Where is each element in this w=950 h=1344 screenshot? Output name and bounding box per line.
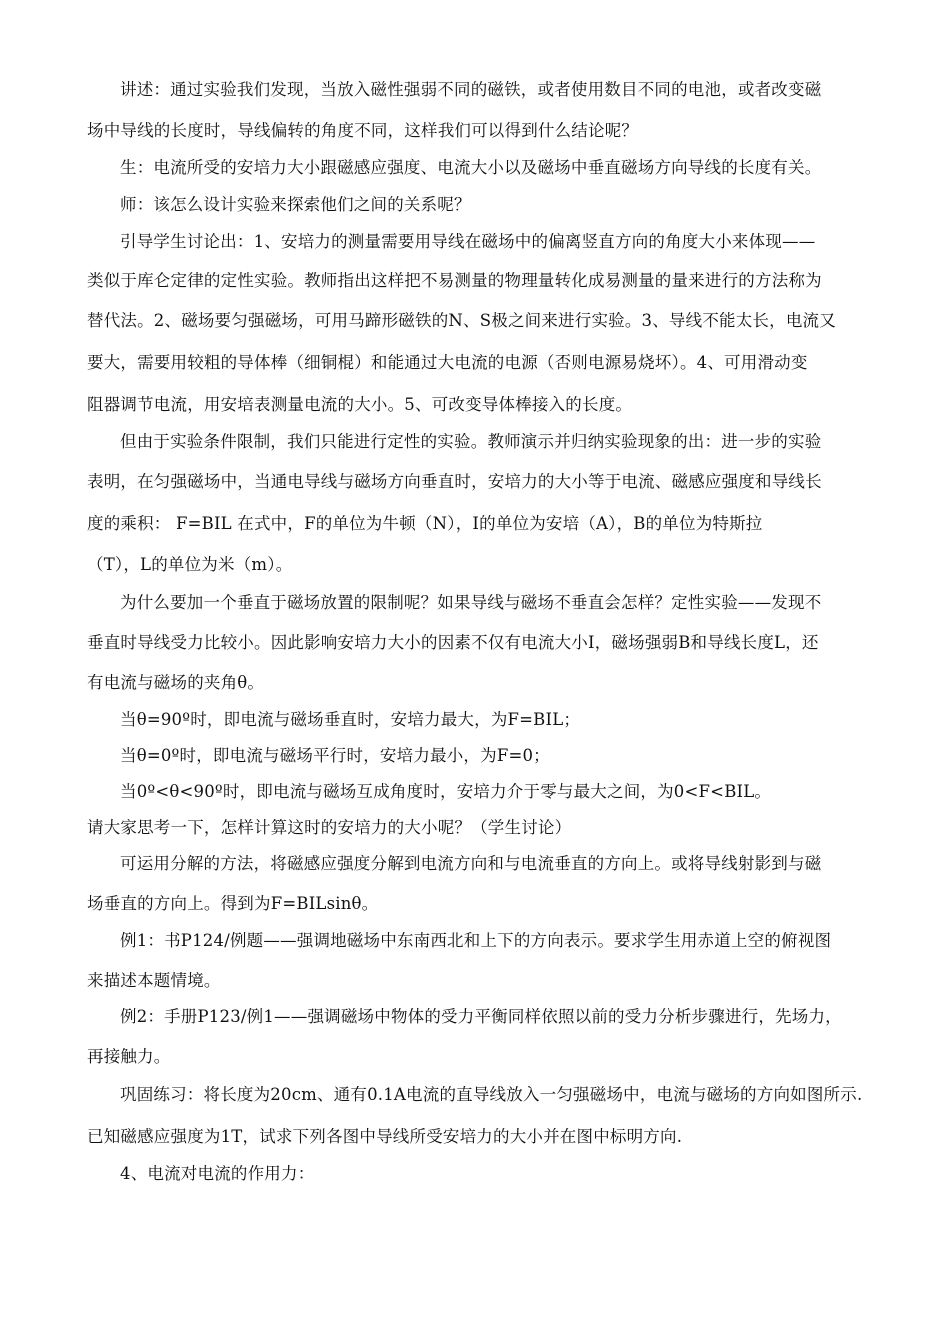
text-line: 替代法。2、磁场要匀强磁场，可用马蹄形磁铁的N、S极之间来进行实验。3、导线不能太长，电流又 [87,311,836,330]
text-line: 表明，在匀强磁场中，当通电导线与磁场方向垂直时，安培力的大小等于电流、磁感应强度和导线长 [87,472,822,491]
text-line: 生：电流所受的安培力大小跟磁感应强度、电流大小以及磁场中垂直磁场方向导线的长度有关。 [120,158,822,177]
text-line: 可运用分解的方法，将磁感应强度分解到电流方向和与电流垂直的方向上。或将导线射影到与磁 [120,854,822,873]
text-line: 为什么要加一个垂直于磁场放置的限制呢？如果导线与磁场不垂直会怎样？定性实验——发现不 [120,593,822,612]
text-line: 已知磁感应强度为1T，试求下列各图中导线所受安培力的大小并在图中标明方向. [87,1127,683,1146]
text-line: 4、电流对电流的作用力： [120,1164,315,1183]
text-line: 当θ=90º时，即电流与磁场垂直时，安培力最大，为F=BIL； [120,710,581,729]
text-line: 但由于实验条件限制，我们只能进行定性的实验。教师演示并归纳实验现象的出：进一步的实验 [120,432,822,451]
text-line: 当θ=0º时，即电流与磁场平行时，安培力最小，为F=0； [120,746,550,765]
text-line: 当0º<θ<90º时，即电流与磁场互成角度时，安培力介于零与最大之间，为0<F<BIL。 [120,782,772,801]
text-line: 引导学生讨论出：1、安培力的测量需要用导线在磁场中的偏离竖直方向的角度大小来体现—— [120,232,816,251]
text-line: （T），L的单位为米（m）。 [87,555,293,574]
text-line: 阻器调节电流，用安培表测量电流的大小。5、可改变导体棒接入的长度。 [87,395,633,414]
text-line: 要大，需要用较粗的导体棒（细铜棍）和能通过大电流的电源（否则电源易烧坏）。4、可用滑动变 [87,353,808,372]
text-line: 请大家思考一下，怎样计算这时的安培力的大小呢？（学生讨论） [87,818,572,837]
text-line: 有电流与磁场的夹角θ。 [87,673,265,692]
text-line: 来描述本题情境。 [87,971,221,990]
text-line: 场垂直的方向上。得到为F=BILsinθ。 [87,894,379,913]
text-line: 再接触力。 [87,1047,171,1066]
text-line: 度的乘积： F=BIL 在式中，F的单位为牛顿（N），I的单位为安培（A），B的单位为特斯拉 [87,514,763,533]
text-line: 讲述：通过实验我们发现，当放入磁性强弱不同的磁铁，或者使用数目不同的电池，或者改变磁 [120,80,822,99]
text-line: 场中导线的长度时，导线偏转的角度不同，这样我们可以得到什么结论呢？ [87,121,639,140]
text-line: 例1：书P124/例题——强调地磁场中东南西北和上下的方向表示。要求学生用赤道上空的俯视图 [120,931,832,950]
text-line: 垂直时导线受力比较小。因此影响安培力大小的因素不仅有电流大小I，磁场强弱B和导线长度L，还 [87,633,819,652]
text-line: 巩固练习：将长度为20cm、通有0.1A电流的直导线放入一匀强磁场中，电流与磁场的方向如图所示. [120,1085,863,1104]
text-line: 例2：手册P123/例1——强调磁场中物体的受力平衡同样依照以前的受力分析步骤进行，先场力， [120,1007,842,1026]
text-line: 师：该怎么设计实验来探索他们之间的关系呢？ [120,195,471,214]
text-line: 类似于库仑定律的定性实验。教师指出这样把不易测量的物理量转化成易测量的量来进行的方法称为 [87,271,822,290]
